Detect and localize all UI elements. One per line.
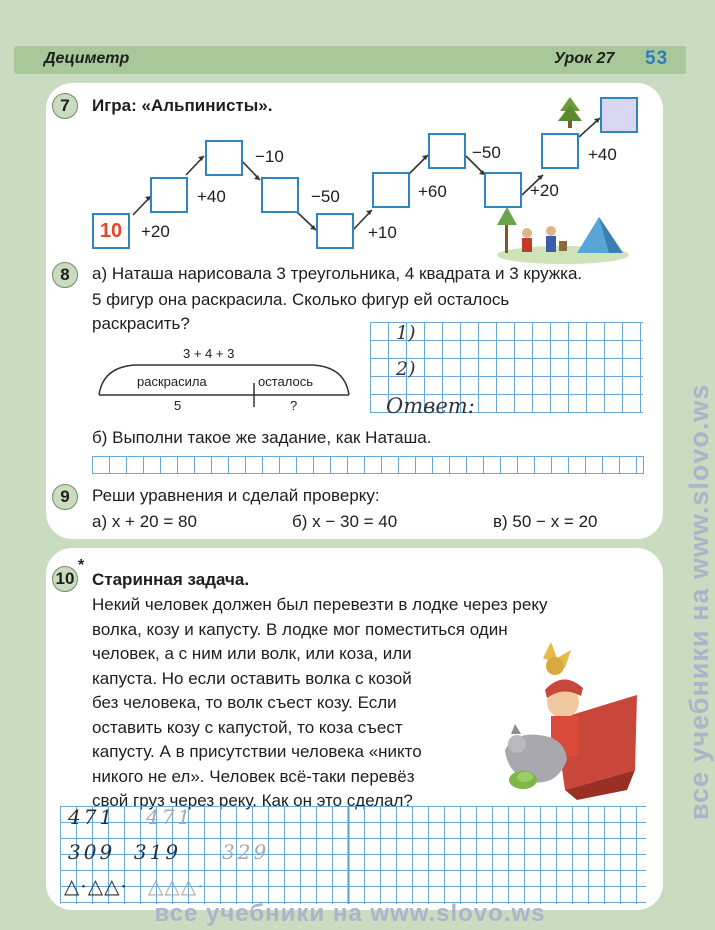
copy-sample-row1: 471 [68,805,116,829]
diagram-part2-label: осталось [258,374,314,389]
task-number-10: 10 [52,566,78,592]
task9-text: Реши уравнения и сделай проверку: [92,486,380,505]
handwritten-step-1: 1) [396,322,416,344]
lesson-label: Урок 27 [554,50,615,67]
task10-line: человек, а с ним или волк, или коза, или [92,644,412,663]
step-label: +60 [418,182,447,201]
copy-trace-row1: 471 [146,805,194,829]
task-number-9: 9 [52,484,78,510]
copy-trace-row3: △△△· [148,874,205,898]
tree-illustration [556,95,584,129]
diagram-sum: 3 + 4 + 3 [183,346,235,361]
step-label: −50 [311,187,340,206]
task10-line: капусту. А в присутствии человека «никто [92,742,422,761]
handwritten-answer-label: Ответ: [386,394,475,418]
start-value: 10 [99,220,123,242]
climb-box[interactable] [205,140,243,176]
step-label: +10 [368,223,397,242]
equation-c: в) 50 − х = 20 [493,512,598,531]
step-label: +20 [141,222,170,241]
diagram-part1-label: раскрасила [137,374,207,389]
task10-line: Некий человек должен был перевезти в лодке через реку [92,595,548,614]
climb-box[interactable] [316,213,354,249]
climb-start-box [92,213,130,249]
task10-line: капуста. Но если оставить волка с козой [92,669,412,688]
answer-cell-strip[interactable] [92,456,644,474]
boat-illustration [495,640,645,805]
task10-line: никого не ел». Человек всё-таки перевёз [92,767,415,786]
climb-box[interactable] [150,177,188,213]
copy-sample-row2: 309 319 [68,840,182,864]
step-label: −50 [472,143,501,162]
page-number: 53 [645,48,669,69]
step-label: +40 [197,187,226,206]
side-watermark: все учебники на www.slovo.ws [684,383,714,820]
handwritten-step-2: 2) [396,358,416,380]
climb-box[interactable] [372,172,410,208]
chapter-title: Дециметр [44,50,130,67]
step-label: −10 [255,147,284,166]
step-label: +40 [588,145,617,164]
task-number-8: 8 [52,262,78,288]
task10-line: волка, козу и капусту. В лодке мог поместиться один [92,620,508,639]
equation-a: а) х + 20 = 80 [92,512,197,531]
diagram-part2-value: ? [290,398,298,413]
footer-watermark: все учебники на www.slovo.ws [154,900,546,927]
task8-text-line: раскрасить? [92,314,190,333]
task10-line: без человека, то волк съест козу. Если [92,693,397,712]
task10-title: Старинная задача. [92,570,250,589]
climb-box[interactable] [261,177,299,213]
difficulty-star: * [78,557,85,574]
step-label: +20 [530,181,559,200]
climb-summit-box[interactable] [600,97,638,133]
equation-b: б) х − 30 = 40 [292,512,398,531]
copy-trace-row2: 329 [222,840,270,864]
task8-text-b: б) Выполни такое же задание, как Наташа. [92,428,432,447]
camp-illustration [495,203,630,265]
task8-text-line: 5 фигур она раскрасила. Сколько фигур ей осталось [92,290,510,309]
climb-box[interactable] [428,133,466,169]
task7-title: Игра: «Альпинисты». [92,96,273,115]
copy-sample-row3: △·△△· [64,874,128,898]
task10-line: оставить козу с капустой, то коза съест [92,718,403,737]
task-number-7: 7 [52,93,78,119]
task10-line: свой груз через реку. Как он это сделал? [92,791,413,810]
diagram-part1-value: 5 [174,398,182,413]
climb-box[interactable] [541,133,579,169]
task8-text-line: а) Наташа нарисовала 3 треугольника, 4 квадрата и 3 кружка. [92,264,583,283]
